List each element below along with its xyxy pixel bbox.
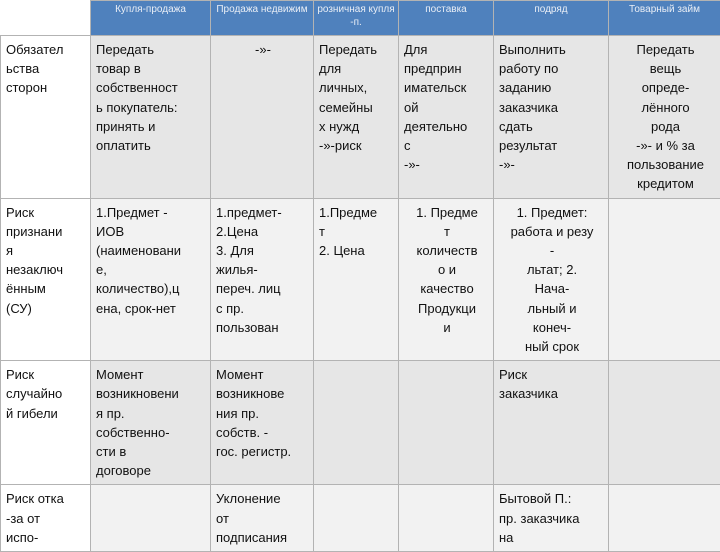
row-label-unconcluded-risk: Риск признани я незаключ ённым (СУ)	[1, 198, 91, 361]
header-row	[1, 1, 720, 36]
table-cell: 1.Предмет - ИОВ (наименовани е, количество),ц ена, срок-нет	[91, 198, 211, 361]
header-supply: поставка	[399, 1, 494, 36]
table-cell: Уклонение от подписания	[211, 485, 314, 552]
row-label-refusal-risk: Риск отка -за от испо-	[1, 485, 91, 552]
table-cell	[609, 361, 720, 485]
header-contract-work: подряд	[494, 1, 609, 36]
table-cell	[399, 485, 494, 552]
table-cell: Момент возникновени я пр. собственно- сти в договоре	[91, 361, 211, 485]
table-cell	[314, 361, 399, 485]
row-label-obligations: Обязател ьства сторон	[1, 36, 91, 199]
table-cell: Передать вещь опреде- лённого рода -»- и % за пользование кредитом	[609, 36, 720, 199]
table-row	[1, 485, 720, 552]
table-cell: -»-	[211, 36, 314, 199]
table-cell	[314, 485, 399, 552]
header-commodity-loan: Товарный займ	[609, 1, 720, 36]
table-cell: 1.Предме т 2. Цена	[314, 198, 399, 361]
table-cell: Для предприн имательск ой деятельно с -»-	[399, 36, 494, 199]
table-row	[1, 361, 720, 485]
header-sale: Купля-продажа	[91, 1, 211, 36]
table-cell: Передать товар в собственност ь покупатель: принять и оплатить	[91, 36, 211, 199]
table-cell	[399, 361, 494, 485]
header-real-estate-sale: Продажа недвижим	[211, 1, 314, 36]
table-row	[1, 36, 720, 199]
header-corner-cell	[1, 1, 91, 36]
table-cell	[609, 485, 720, 552]
table-row	[1, 198, 720, 361]
table-cell: Момент возникнове ния пр. собств. - гос. регистр.	[211, 361, 314, 485]
table-cell	[91, 485, 211, 552]
table-cell: Бытовой П.: пр. заказчика на	[494, 485, 609, 552]
table-cell: 1.предмет- 2.Цена 3. Для жилья- переч. лиц с пр. пользован	[211, 198, 314, 361]
table-cell	[609, 198, 720, 361]
header-retail-sale: розничная купля-п.	[314, 1, 399, 36]
table-cell: Риск заказчика	[494, 361, 609, 485]
table-cell: 1. Предмет: работа и резу - льтат; 2. Нача- льный и конеч- ный срок	[494, 198, 609, 361]
table-cell: Передать для личных, семейны х нужд -»-риск	[314, 36, 399, 199]
table-cell: 1. Предме т количеств о и качество Продукци и	[399, 198, 494, 361]
table-cell: Выполнить работу по заданию заказчика сдать результат -»-	[494, 36, 609, 199]
row-label-accidental-loss-risk: Риск случайно й гибели	[1, 361, 91, 485]
